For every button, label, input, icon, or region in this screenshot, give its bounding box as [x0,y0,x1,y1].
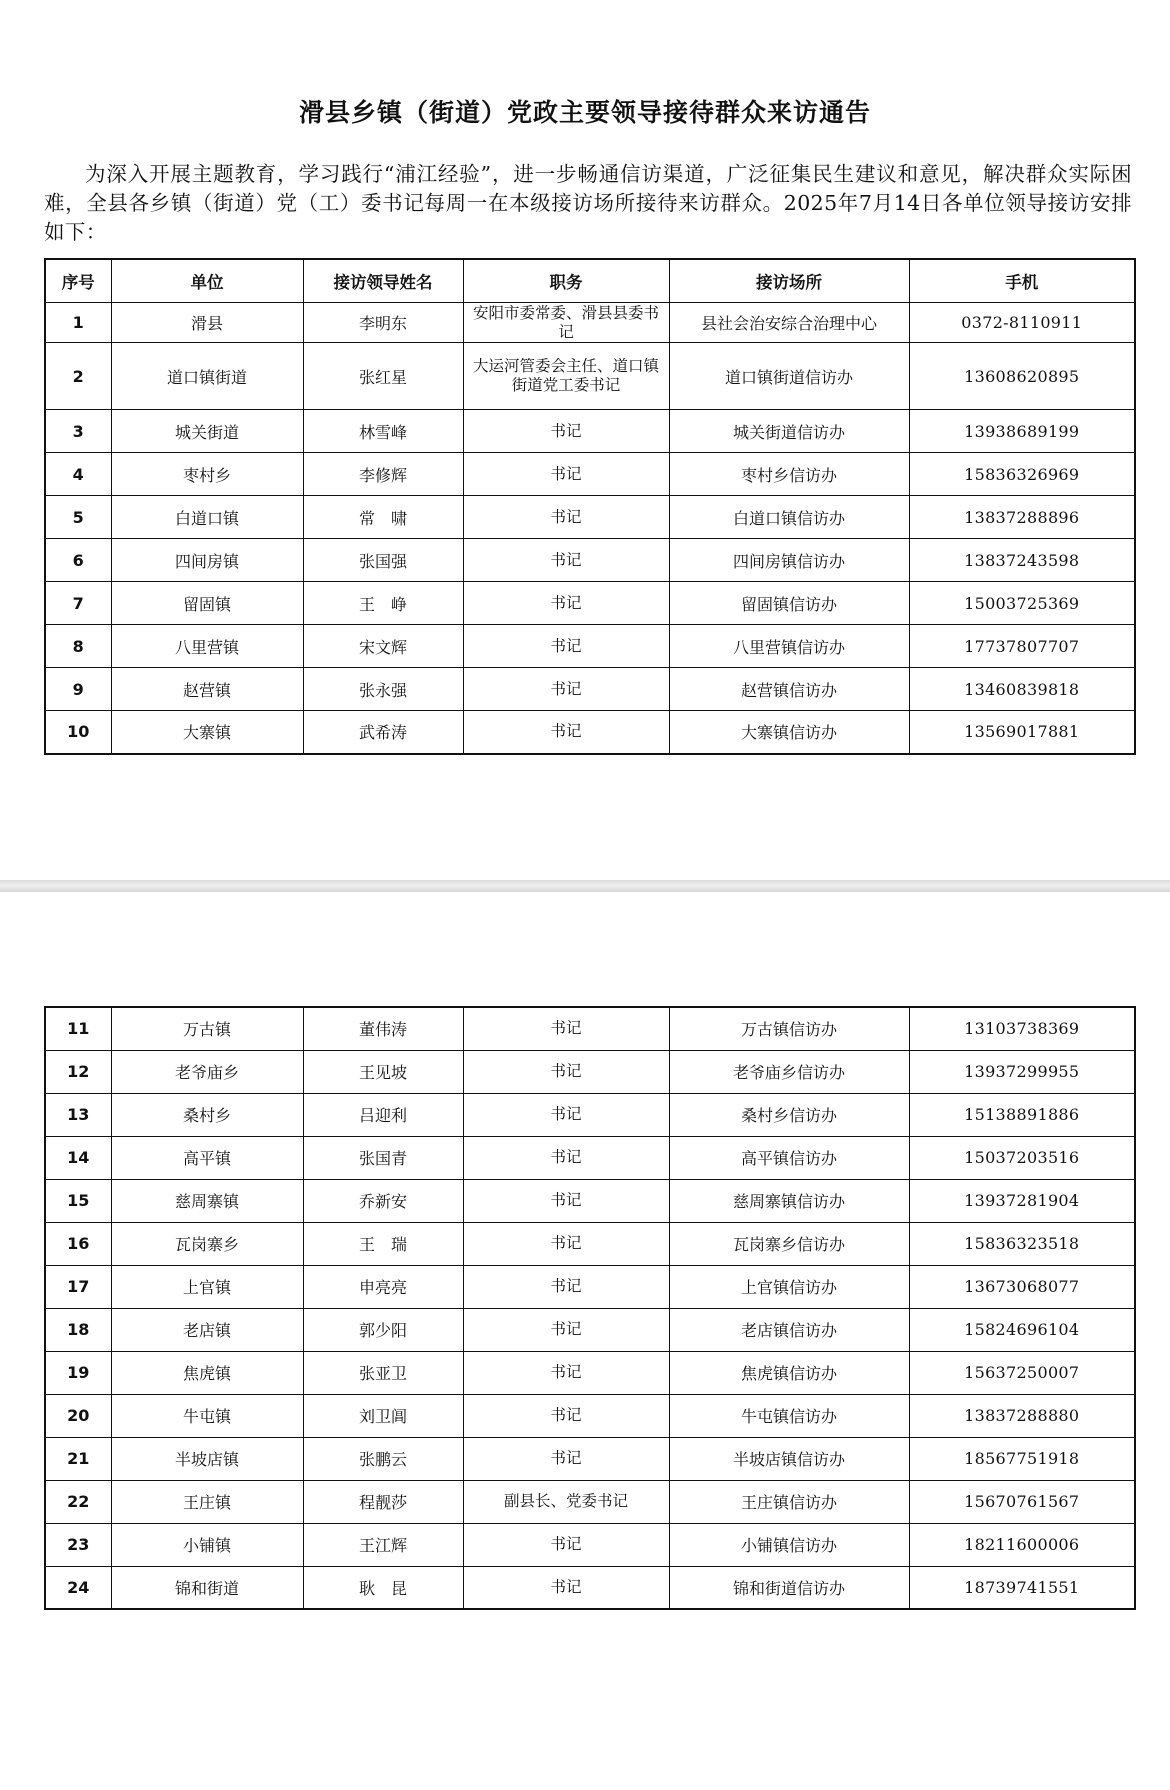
table-row [45,1222,1135,1265]
cell-no: 14 [45,1136,111,1179]
cell-place: 锦和街道信访办 [669,1566,909,1609]
cell-no: 9 [45,668,111,711]
cell-duty: 书记 [463,668,669,711]
table-row [45,711,1135,754]
cell-phone: 13103738369 [909,1007,1135,1050]
table-row [45,1136,1135,1179]
cell-place: 四间房镇信访办 [669,539,909,582]
cell-phone: 13837288880 [909,1394,1135,1437]
cell-no: 16 [45,1222,111,1265]
cell-phone: 15824696104 [909,1308,1135,1351]
intro-paragraph: 为深入开展主题教育，学习践行“浦江经验”，进一步畅通信访渠道，广泛征集民生建议和意见，解决群众实际困难，全县各乡镇（街道）党（工）委书记每周一在本级接访场所接待来访群众。2025年7月14日各单位领导接访安排如下： [44,162,1132,244]
cell-phone: 15037203516 [909,1136,1135,1179]
cell-unit: 白道口镇 [111,496,303,539]
cell-leader-name: 刘卫阊 [303,1394,463,1437]
cell-leader-name: 程靓莎 [303,1480,463,1523]
cell-phone: 15836326969 [909,453,1135,496]
cell-phone: 13837288896 [909,496,1135,539]
cell-no: 13 [45,1093,111,1136]
cell-place: 半坡店镇信访办 [669,1437,909,1480]
cell-unit: 小铺镇 [111,1523,303,1566]
cell-no: 19 [45,1351,111,1394]
table-row [45,303,1135,343]
cell-phone: 18739741551 [909,1566,1135,1609]
cell-place: 白道口镇信访办 [669,496,909,539]
page-title: 滑县乡镇（街道）党政主要领导接待群众来访通告 [298,98,871,127]
cell-place: 焦虎镇信访办 [669,1351,909,1394]
table-row [45,1179,1135,1222]
cell-phone: 15003725369 [909,582,1135,625]
cell-place: 八里营镇信访办 [669,625,909,668]
table-row [45,1566,1135,1609]
cell-place: 城关街道信访办 [669,410,909,453]
cell-leader-name: 林雪峰 [303,410,463,453]
cell-duty: 书记 [463,539,669,582]
cell-duty: 安阳市委常委、滑县县委书记 [463,303,669,343]
header-leader-name: 接访领导姓名 [303,259,463,303]
table-row [45,1523,1135,1566]
cell-leader-name: 常 啸 [303,496,463,539]
cell-place: 桑村乡信访办 [669,1093,909,1136]
cell-duty: 书记 [463,1093,669,1136]
table-row [45,1007,1135,1050]
cell-duty: 副县长、党委书记 [463,1480,669,1523]
cell-unit: 留固镇 [111,582,303,625]
cell-phone: 15836323518 [909,1222,1135,1265]
table-row [45,1394,1135,1437]
table-header-row [45,259,1135,303]
table-row [45,1351,1135,1394]
cell-phone: 18211600006 [909,1523,1135,1566]
cell-leader-name: 张永强 [303,668,463,711]
cell-place: 慈周寨镇信访办 [669,1179,909,1222]
cell-no: 12 [45,1050,111,1093]
cell-no: 17 [45,1265,111,1308]
cell-duty: 书记 [463,625,669,668]
cell-no: 2 [45,343,111,410]
cell-unit: 半坡店镇 [111,1437,303,1480]
table-row [45,453,1135,496]
table-row [45,539,1135,582]
cell-duty: 书记 [463,582,669,625]
cell-phone: 15637250007 [909,1351,1135,1394]
cell-duty: 书记 [463,1222,669,1265]
cell-place: 老店镇信访办 [669,1308,909,1351]
cell-no: 7 [45,582,111,625]
schedule-table-part-1 [44,258,1136,755]
cell-leader-name: 张鹏云 [303,1437,463,1480]
cell-leader-name: 张红星 [303,343,463,410]
cell-unit: 焦虎镇 [111,1351,303,1394]
cell-no: 21 [45,1437,111,1480]
cell-no: 4 [45,453,111,496]
cell-duty: 书记 [463,1351,669,1394]
table-row [45,625,1135,668]
cell-duty: 书记 [463,1265,669,1308]
table-row [45,410,1135,453]
cell-phone: 0372-8110911 [909,303,1135,343]
cell-leader-name: 耿 昆 [303,1566,463,1609]
document-page-1 [0,0,1170,880]
cell-place: 县社会治安综合治理中心 [669,303,909,343]
cell-unit: 上官镇 [111,1265,303,1308]
cell-place: 万古镇信访办 [669,1007,909,1050]
table-row [45,343,1135,410]
cell-duty: 书记 [463,1050,669,1093]
cell-no: 5 [45,496,111,539]
cell-leader-name: 李修辉 [303,453,463,496]
cell-unit: 枣村乡 [111,453,303,496]
cell-unit: 瓦岗寨乡 [111,1222,303,1265]
cell-no: 15 [45,1179,111,1222]
cell-leader-name: 宋文辉 [303,625,463,668]
cell-leader-name: 王见坡 [303,1050,463,1093]
cell-unit: 王庄镇 [111,1480,303,1523]
cell-no: 20 [45,1394,111,1437]
cell-phone: 13937299955 [909,1050,1135,1093]
cell-no: 22 [45,1480,111,1523]
cell-duty: 书记 [463,1179,669,1222]
cell-unit: 大寨镇 [111,711,303,754]
cell-leader-name: 张亚卫 [303,1351,463,1394]
cell-leader-name: 张国青 [303,1136,463,1179]
cell-unit: 滑县 [111,303,303,343]
page-separator [0,880,1170,892]
cell-unit: 八里营镇 [111,625,303,668]
cell-unit: 道口镇街道 [111,343,303,410]
cell-leader-name: 王 峥 [303,582,463,625]
cell-phone: 18567751918 [909,1437,1135,1480]
cell-unit: 老爷庙乡 [111,1050,303,1093]
cell-unit: 高平镇 [111,1136,303,1179]
cell-place: 老爷庙乡信访办 [669,1050,909,1093]
table-row [45,1050,1135,1093]
cell-no: 11 [45,1007,111,1050]
cell-place: 枣村乡信访办 [669,453,909,496]
cell-unit: 老店镇 [111,1308,303,1351]
cell-place: 瓦岗寨乡信访办 [669,1222,909,1265]
cell-duty: 书记 [463,1136,669,1179]
table-row [45,496,1135,539]
cell-unit: 慈周寨镇 [111,1179,303,1222]
cell-place: 牛屯镇信访办 [669,1394,909,1437]
table-row [45,1265,1135,1308]
cell-duty: 书记 [463,1308,669,1351]
cell-leader-name: 武希涛 [303,711,463,754]
cell-duty: 书记 [463,1566,669,1609]
cell-phone: 13937281904 [909,1179,1135,1222]
cell-place: 上官镇信访办 [669,1265,909,1308]
header-phone: 手机 [909,259,1135,303]
cell-unit: 城关街道 [111,410,303,453]
cell-no: 3 [45,410,111,453]
cell-duty: 大运河管委会主任、道口镇街道党工委书记 [463,343,669,410]
cell-unit: 赵营镇 [111,668,303,711]
cell-leader-name: 董伟涛 [303,1007,463,1050]
cell-no: 1 [45,303,111,343]
cell-phone: 13608620895 [909,343,1135,410]
cell-duty: 书记 [463,1007,669,1050]
cell-leader-name: 张国强 [303,539,463,582]
cell-phone: 13569017881 [909,711,1135,754]
cell-place: 高平镇信访办 [669,1136,909,1179]
table-row [45,1480,1135,1523]
cell-phone: 13673068077 [909,1265,1135,1308]
cell-place: 留固镇信访办 [669,582,909,625]
cell-duty: 书记 [463,1394,669,1437]
header-no: 序号 [45,259,111,303]
cell-phone: 13460839818 [909,668,1135,711]
cell-no: 23 [45,1523,111,1566]
document-page-2 [0,892,1170,1790]
table-row [45,1308,1135,1351]
cell-duty: 书记 [463,711,669,754]
cell-no: 10 [45,711,111,754]
header-duty: 职务 [463,259,669,303]
cell-leader-name: 王 瑞 [303,1222,463,1265]
cell-place: 道口镇街道信访办 [669,343,909,410]
cell-unit: 桑村乡 [111,1093,303,1136]
header-unit: 单位 [111,259,303,303]
cell-duty: 书记 [463,1437,669,1480]
cell-phone: 17737807707 [909,625,1135,668]
cell-no: 6 [45,539,111,582]
cell-duty: 书记 [463,496,669,539]
cell-duty: 书记 [463,1523,669,1566]
cell-unit: 锦和街道 [111,1566,303,1609]
cell-place: 王庄镇信访办 [669,1480,909,1523]
cell-phone: 15138891886 [909,1093,1135,1136]
cell-place: 小铺镇信访办 [669,1523,909,1566]
cell-duty: 书记 [463,410,669,453]
table-row [45,582,1135,625]
cell-place: 赵营镇信访办 [669,668,909,711]
table-row [45,1437,1135,1480]
cell-duty: 书记 [463,453,669,496]
cell-unit: 四间房镇 [111,539,303,582]
cell-phone: 15670761567 [909,1480,1135,1523]
table-row [45,668,1135,711]
cell-leader-name: 李明东 [303,303,463,343]
cell-leader-name: 王江辉 [303,1523,463,1566]
cell-phone: 13938689199 [909,410,1135,453]
cell-unit: 万古镇 [111,1007,303,1050]
cell-leader-name: 郭少阳 [303,1308,463,1351]
table-row [45,1093,1135,1136]
cell-place: 大寨镇信访办 [669,711,909,754]
cell-no: 18 [45,1308,111,1351]
cell-unit: 牛屯镇 [111,1394,303,1437]
cell-no: 24 [45,1566,111,1609]
schedule-table-part-2 [44,1006,1136,1610]
cell-leader-name: 申亮亮 [303,1265,463,1308]
header-place: 接访场所 [669,259,909,303]
cell-phone: 13837243598 [909,539,1135,582]
cell-leader-name: 吕迎利 [303,1093,463,1136]
cell-no: 8 [45,625,111,668]
cell-leader-name: 乔新安 [303,1179,463,1222]
